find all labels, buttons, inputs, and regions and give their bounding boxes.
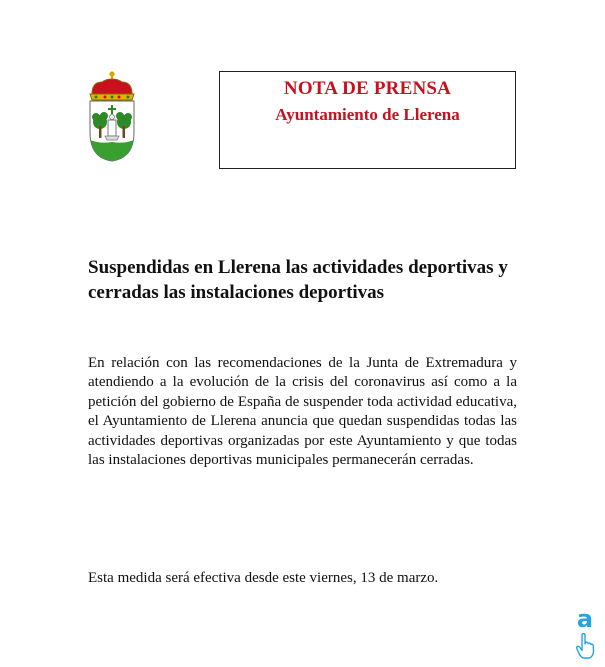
accessibility-letter-icon: a bbox=[576, 605, 594, 633]
crown-icon bbox=[90, 71, 134, 100]
pointing-hand-icon bbox=[575, 633, 595, 659]
accessibility-widget-button[interactable] bbox=[572, 606, 598, 662]
article-body: En relación con las recomendaciones de la Junta de Extremadura y atendiendo a la evolución de la crisis del coronavirus así como a la petición del gobierno de España de suspender toda actividad educativa, el Ayuntamiento de Llerena anuncia que quedan suspendidas todas las actividades deportivas organizadas por este Ayuntamiento y que todas las instalaciones deportivas municipales permanecerán cerradas. bbox=[88, 355, 517, 469]
shield-icon bbox=[90, 101, 134, 161]
coat-of-arms-logo bbox=[86, 70, 138, 162]
press-release-box bbox=[219, 71, 516, 169]
article-headline: Suspendidas en Llerena las actividades deportivas y cerradas las instalaciones deportivas bbox=[88, 257, 508, 303]
press-release-title: NOTA DE PRENSA bbox=[283, 78, 452, 99]
article-closing: Esta medida será efectiva desde este viernes, 13 de marzo. bbox=[88, 570, 439, 586]
press-release-subtitle: Ayuntamiento de Llerena bbox=[275, 105, 460, 124]
